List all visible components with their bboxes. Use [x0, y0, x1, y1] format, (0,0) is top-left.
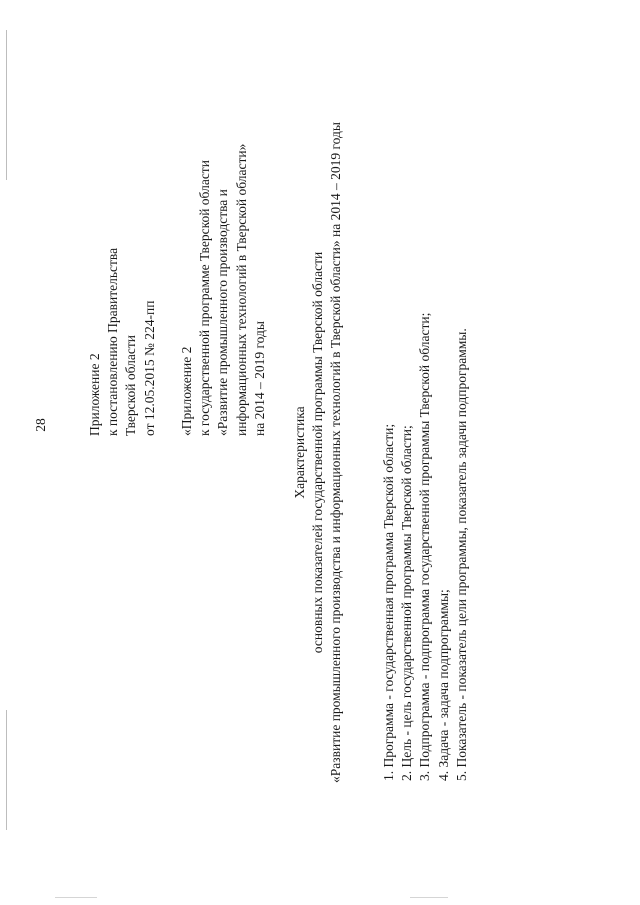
definition-item: 2. Цель - цель государственной программы Тверской области; [399, 425, 415, 781]
definition-item: 3. Подпрограмма - подпрограмма государственной программы Тверской области; [417, 312, 433, 781]
heading-program-name: «Развитие промышленного производства и информационных технологий в Тверской области» на 2014 – 2019 годы [328, 122, 344, 783]
appendix-line: к государственной программе Тверской области [197, 160, 213, 436]
heading-title: Характеристика [292, 406, 307, 499]
appendix-line: «Развитие промышленного производства и [215, 189, 231, 436]
heading-subtitle: основных показателей государственной программы Тверской области [310, 251, 326, 654]
definition-item: 1. Программа - государственная программа Тверской области; [381, 423, 396, 781]
definitions-list [380, 313, 471, 781]
approval-block [86, 248, 159, 436]
appendix-line: «Приложение 2 [179, 346, 194, 436]
definition-item: 4. Задача - задача подпрограммы; [435, 589, 451, 781]
approval-line: Приложение 2 [87, 353, 102, 436]
approval-line: к постановлению Правительства [105, 247, 121, 436]
appendix-block [178, 144, 269, 436]
page-number: 28 [33, 418, 48, 432]
approval-line: Тверской области [123, 335, 139, 436]
appendix-line: информационных технологий в Тверской области» [233, 143, 249, 436]
approval-line: от 12.05.2015 № 224-пп [141, 300, 157, 436]
document-heading [291, 0, 346, 905]
definition-item: 5. Показатель - показатель цели программы, показатель задачи подпрограммы. [453, 328, 469, 781]
appendix-line: на 2014 – 2019 годы [251, 321, 267, 436]
